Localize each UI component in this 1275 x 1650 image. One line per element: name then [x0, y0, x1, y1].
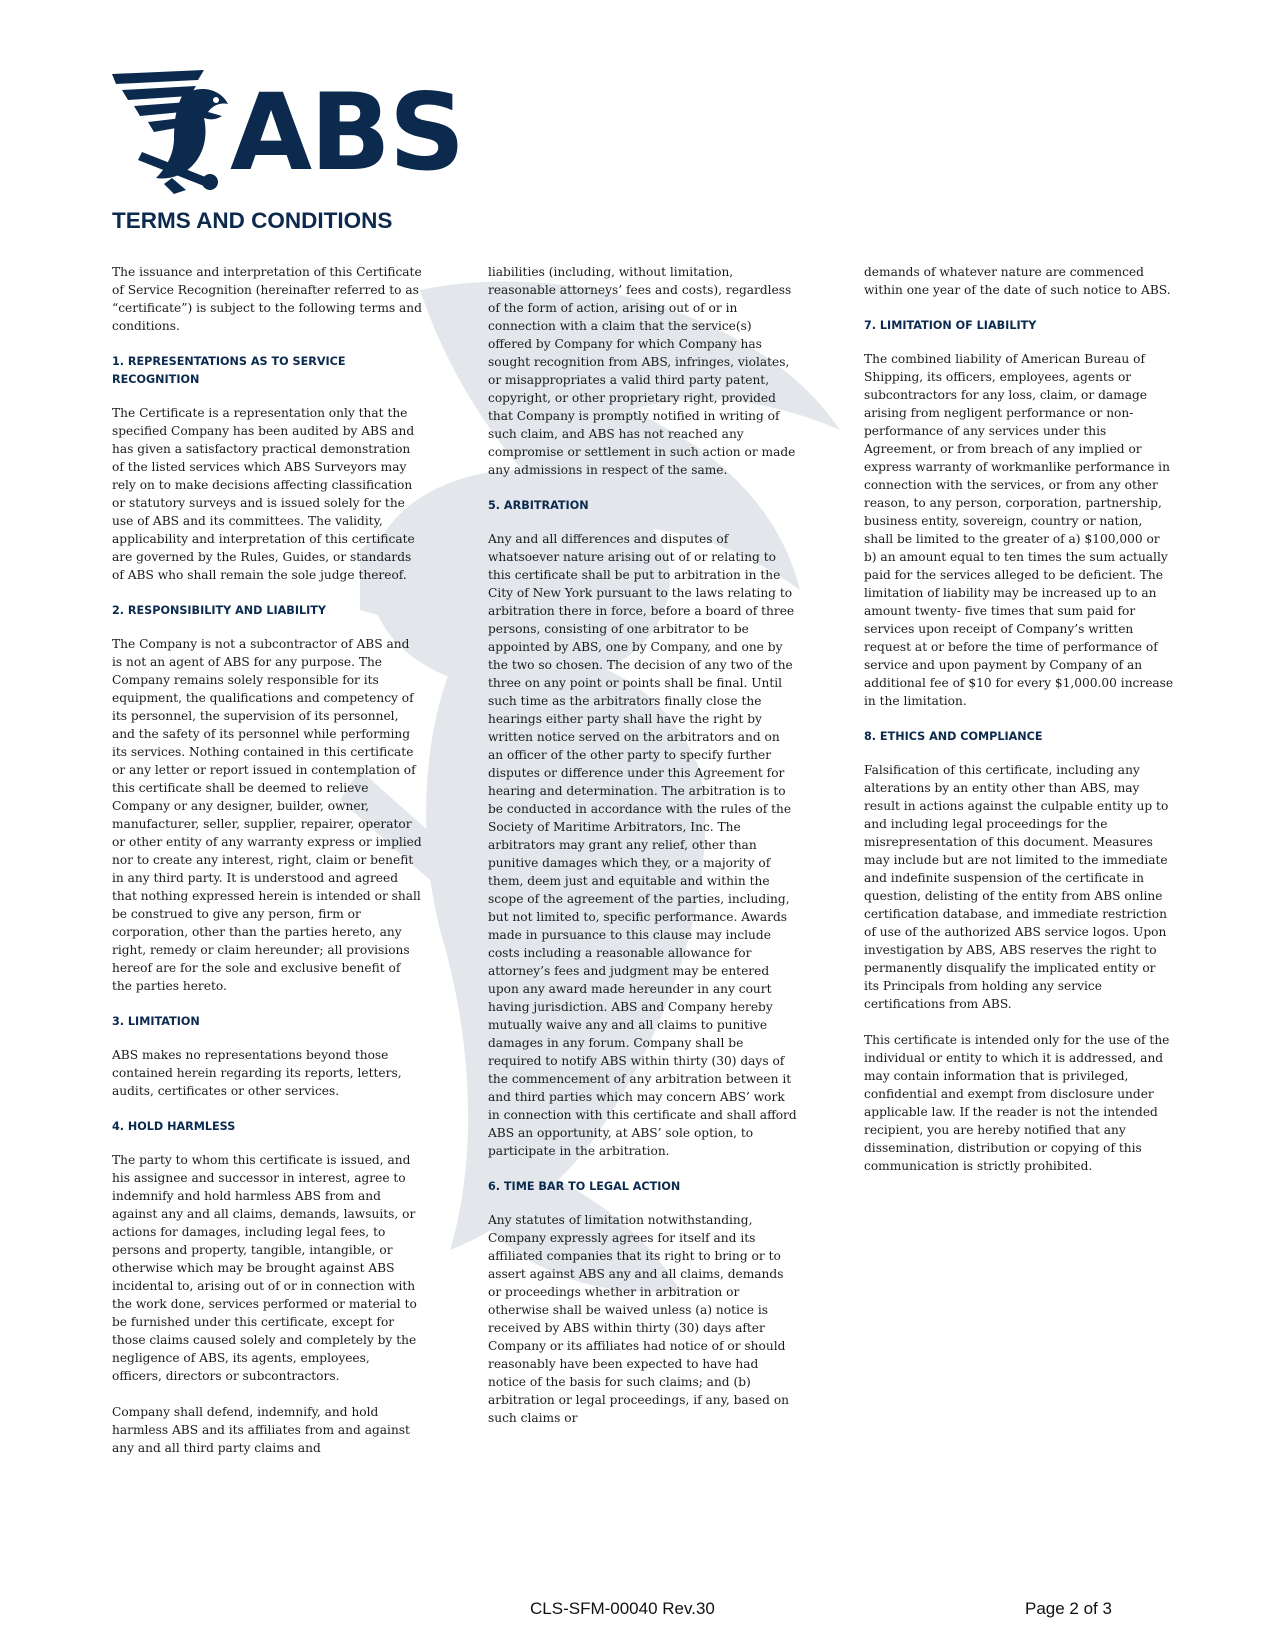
column-2	[488, 263, 798, 1445]
section-1-heading: 1. REPRESENTATIONS AS TO SERVICE RECOGNITION	[112, 355, 346, 386]
section-4-heading: 4. HOLD HARMLESS	[112, 1120, 236, 1133]
abs-logo	[112, 66, 464, 196]
section-6-paragraph-2: demands of whatever nature are commenced within one year of the date of such notice to ABS.	[864, 265, 1171, 297]
section-3-paragraph: ABS makes no representations beyond those contained herein regarding its reports, letters, audits, certificates or other services.	[112, 1048, 402, 1098]
section-6-heading: 6. TIME BAR TO LEGAL ACTION	[488, 1180, 681, 1193]
section-2-heading: 2. RESPONSIBILITY AND LIABILITY	[112, 604, 327, 617]
section-8-paragraph-2: This certificate is intended only for the use of the individual or entity to which it is addressed, and may contain information that is privileged, confidential and exempt from disclosure under applicable law. If the reader is not the intended recipient, you are hereby notified that any dissemination, distribution or copying of this communication is strictly prohibited.	[864, 1033, 1170, 1173]
page-title: TERMS AND CONDITIONS	[112, 208, 393, 233]
section-4-paragraph-2: Company shall defend, indemnify, and hold harmless ABS and its affiliates from and against any and all third party claims and	[112, 1405, 410, 1455]
section-4-paragraph-1: The party to whom this certificate is issued, and his assignee and successor in interest, agree to indemnify and hold harmless ABS from and against any and all claims, demands, lawsuits, or actions for damages, including legal fees, to persons and property, tangible, intangible, or otherwise which may be brought against ABS incidental to, arising out of or in connection with the work done, services performed or material to be furnished under this certificate, except for those claims caused solely and completely by the negligence of ABS, its agents, employees, officers, directors or subcontractors.	[112, 1153, 417, 1383]
section-7-heading: 7. LIMITATION OF LIABILITY	[864, 319, 1037, 332]
section-6-paragraph-1: Any statutes of limitation notwithstanding, Company expressly agrees for itself and its affiliated companies that its right to bring or to assert against ABS any and all claims, demands or proceedings whether in arbitration or otherwise shall be waived unless (a) notice is received by ABS within thirty (30) days after Company or its affiliates had notice of or should reasonably have been expected to have had notice of the basis for such claims; and (b) arbitration or legal proceedings, if any, based on such claims or	[488, 1213, 790, 1425]
page-number: Page 2 of 3	[1025, 1599, 1112, 1618]
section-2-paragraph: The Company is not a subcontractor of ABS and is not an agent of ABS for any purpose. The Company remains solely responsible for its equipment, the qualifications and competency of its personnel, the supervision of its personnel, and the safety of its personnel while performing its services. Nothing contained in this certificate or any letter or report issued in contemplation of this certificate shall be deemed to relieve Company or any designer, builder, owner, manufacturer, seller, supplier, repairer, operator or other entity of any warranty express or implied nor to create any interest, right, claim or benefit in any third party. It is understood and agreed that nothing expressed herein is intended or shall be construed to give any person, firm or corporation, other than the parties hereto, any right, remedy or claim hereunder; all provisions hereof are for the sole and exclusive benefit of the parties hereto.	[112, 637, 422, 993]
column-3	[864, 263, 1174, 1193]
logo-text: ABS	[230, 71, 464, 194]
intro-paragraph: The issuance and interpretation of this Certificate of Service Recognition (hereinafter referred to as “certificate”) is subject to the following terms and conditions.	[112, 265, 422, 333]
section-3-heading: 3. LIMITATION	[112, 1015, 200, 1028]
section-7-paragraph: The combined liability of American Bureau of Shipping, its officers, employees, agents or subcontractors for any loss, claim, or damage arising from negligent performance or non-performance of any services under this Agreement, or from breach of any implied or express warranty of workmanlike performance in connection with the services, or from any other reason, to any person, corporation, partnership, business entity, sovereign, country or nation, shall be limited to the greater of a) $100,000 or b) an amount equal to ten times the sum actually paid for the services alleged to be deficient. The limitation of liability may be increased up to an amount twenty- five times that sum paid for services upon receipt of Company’s written request at or before the time of performance of service and upon payment by Company of an additional fee of $10 for every $1,000.00 increase in the limitation.	[864, 352, 1174, 708]
eagle-icon	[112, 66, 242, 196]
section-8-paragraph-1: Falsification of this certificate, including any alterations by an entity other than ABS, may result in actions against the culpable entity up to and including legal proceedings for the misrepresentation of this document. Measures may include but are not limited to the immediate and indefinite suspension of the certificate in question, delisting of the entity from ABS online certification database, and immediate restriction of use of the authorized ABS service logos. Upon investigation by ABS, ABS reserves the right to permanently disqualify the implicated entity or its Principals from holding any service certifications from ABS.	[864, 763, 1169, 1011]
section-5-paragraph: Any and all differences and disputes of whatsoever nature arising out of or relating to this certificate shall be put to arbitration in the City of New York pursuant to the laws relating to arbitration there in force, before a board of three persons, consisting of one arbitrator to be appointed by ABS, one by Company, and one by the two so chosen. The decision of any two of the three on any point or points shall be final. Until such time as the arbitrators finally close the hearings either party shall have the right by written notice served on the arbitrators and on an officer of the other party to specify further disputes or difference under this Agreement for hearing and determination. The arbitration is to be conducted in accordance with the rules of the Society of Maritime Arbitrators, Inc. The arbitrators may grant any relief, other than punitive damages which they, or a majority of them, deem just and equitable and within the scope of the agreement of the parties, including, but not limited to, specific performance. Awards made in pursuance to this clause may include costs including a reasonable allowance for attorney’s fees and judgment may be entered upon any award made hereunder in any court having jurisdiction. ABS and Company hereby mutually waive any and all claims to punitive damages in any forum. Company shall be required to notify ABS within thirty (30) days of the commencement of any arbitration between it and third parties which may concern ABS’ work in connection with this certificate and shall afford ABS an opportunity, at ABS’ sole option, to participate in the arbitration.	[488, 532, 797, 1158]
section-1-paragraph: The Certificate is a representation only that the specified Company has been audited by ABS and has given a satisfactory practical demonstration of the listed services which ABS Surveyors may rely on to make decisions affecting classification or statutory surveys and is issued solely for the use of ABS and its committees. The validity, applicability and interpretation of this certificate are governed by the Rules, Guides, or standards of ABS who shall remain the sole judge thereof.	[112, 406, 415, 582]
column-1	[112, 263, 422, 1475]
section-4-paragraph-3: liabilities (including, without limitation, reasonable attorneys’ fees and costs), regardless of the form of action, arising out of or in connection with a claim that the service(s) offered by Company for which Company has sought recognition from ABS, infringes, violates, or misappropriates a valid third party patent, copyright, or other proprietary right, provided that Company is promptly notified in writing of such claim, and ABS has not reached any compromise or settlement in such action or made any admissions in respect of the same.	[488, 265, 796, 477]
document-code: CLS-SFM-00040 Rev.30	[530, 1599, 715, 1618]
section-5-heading: 5. ARBITRATION	[488, 499, 589, 512]
section-8-heading: 8. ETHICS AND COMPLIANCE	[864, 730, 1043, 743]
